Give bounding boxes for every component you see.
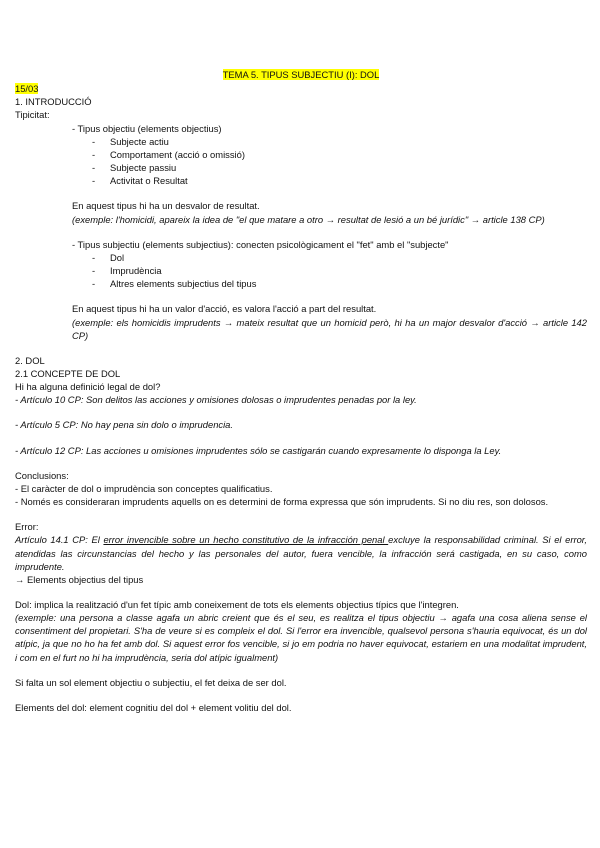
article-14-prefix: Artículo 14.1 CP: El xyxy=(15,534,104,546)
dol-elements: Elements del dol: element cognitiu del dol + element volitiu del dol. xyxy=(15,701,292,713)
list-item: - Altres elements subjectius del tipus xyxy=(92,277,587,290)
section-heading-dol: 2. DOL xyxy=(15,354,45,366)
error-arrow-note: → Elements objectius del tipus xyxy=(15,573,144,585)
article-12: - Artículo 12 CP: Las acciones u omisiones imprudentes sólo se castigarán cuando expresamente lo disponga la Ley. xyxy=(15,444,502,456)
tipus-objectiu-list xyxy=(15,135,587,188)
document-page xyxy=(15,68,587,714)
list-item: - Subjecte passiu xyxy=(92,161,587,174)
conclusion-2: - Només es consideraran imprudents aquells on es determini de forma expressa que són imprudents. Si no diu res, son dolosos. xyxy=(15,496,549,508)
subsection-heading-concepte: 2.1 CONCEPTE DE DOL xyxy=(15,367,121,379)
list-item: - Comportament (acció o omissió) xyxy=(92,148,587,161)
conclusion-1: - El caràcter de dol o imprudència son conceptes qualificatius. xyxy=(15,482,273,494)
objectiu-example: (exemple: l'homicidi, apareix la idea de "el que matare a otro → resultat de lesió a un bé jurídic" → article 138 CP) xyxy=(72,213,545,225)
article-14-rest: excluye la responsabilidad criminal. Si el error, atendidas las circunstancias del hecho y las personales del autor, fuera vencible, la infracción será castigada, en su caso, como imprudente. xyxy=(15,534,588,572)
tipus-subjectiu-label: - Tipus subjectiu (elements subjectius): conecten psicològicament el "fet" amb el "subjecte" xyxy=(72,238,449,250)
dol-definition: Dol: implica la realització d'un fet típic amb coneixement de tots els elements objectius típics que l'integren. xyxy=(15,599,459,610)
tipicitat-label: Tipicitat: xyxy=(15,109,50,121)
list-item: - Dol xyxy=(92,251,587,264)
dol-example: (exemple: una persona a classe agafa un abric creient que és el seu, es realitza el tipus objectiu → agafa una cosa aliena sense el consentiment del propietari. S'ha de veure si es compleix el dol. Si l'error era invencible, qualsevol persona s'hauria equivocat, és un dol atípic, ja que no ho ha fet amb dol. Si aquest error fos vencible, si jo em podria no haver equivocat, estariem en una modalitat imprudent, i com en el furt no hi ha imprudència, seria dol atípic igualment) xyxy=(15,612,587,663)
section-heading-introduccio: 1. INTRODUCCIÓ xyxy=(15,96,92,108)
conclusions-label: Conclusions: xyxy=(15,469,69,481)
page-title: TEMA 5. TIPUS SUBJECTIU (I): DOL xyxy=(222,69,380,80)
article-10: - Artículo 10 CP: Son delitos las acciones y omisiones dolosas o imprudentes penadas por la ley. xyxy=(15,394,417,406)
article-14 xyxy=(15,533,587,572)
list-item: - Imprudència xyxy=(92,264,587,277)
list-item: - Activitat o Resultat xyxy=(92,174,587,187)
article-14-underlined: error invencible sobre un hecho constitutivo de la infracción penal xyxy=(103,534,389,546)
article-5: - Artículo 5 CP: No hay pena sin dolo o imprudencia. xyxy=(15,419,233,431)
error-label: Error: xyxy=(15,521,39,533)
date-label: 15/03 xyxy=(15,83,39,95)
subjectiu-example: (exemple: els homicidis imprudents → mateix resultat que un homicid però, hi ha un major desvalor d'acció → article 142 CP) xyxy=(72,316,587,341)
dol-question: Hi ha alguna definició legal de dol? xyxy=(15,381,161,393)
list-item: - Subjecte actiu xyxy=(92,135,587,148)
missing-element-note: Si falta un sol element objectiu o subjectiu, el fet deixa de ser dol. xyxy=(15,676,287,688)
tipus-objectiu-label: - Tipus objectiu (elements objectius) xyxy=(72,122,222,134)
tipus-subjectiu-list xyxy=(15,251,587,290)
subjectiu-note: En aquest tipus hi ha un valor d'acció, es valora l'acció a part del resultat. xyxy=(72,303,377,315)
objectiu-note: En aquest tipus hi ha un desvalor de resultat. xyxy=(72,200,260,212)
title-row xyxy=(15,68,587,81)
